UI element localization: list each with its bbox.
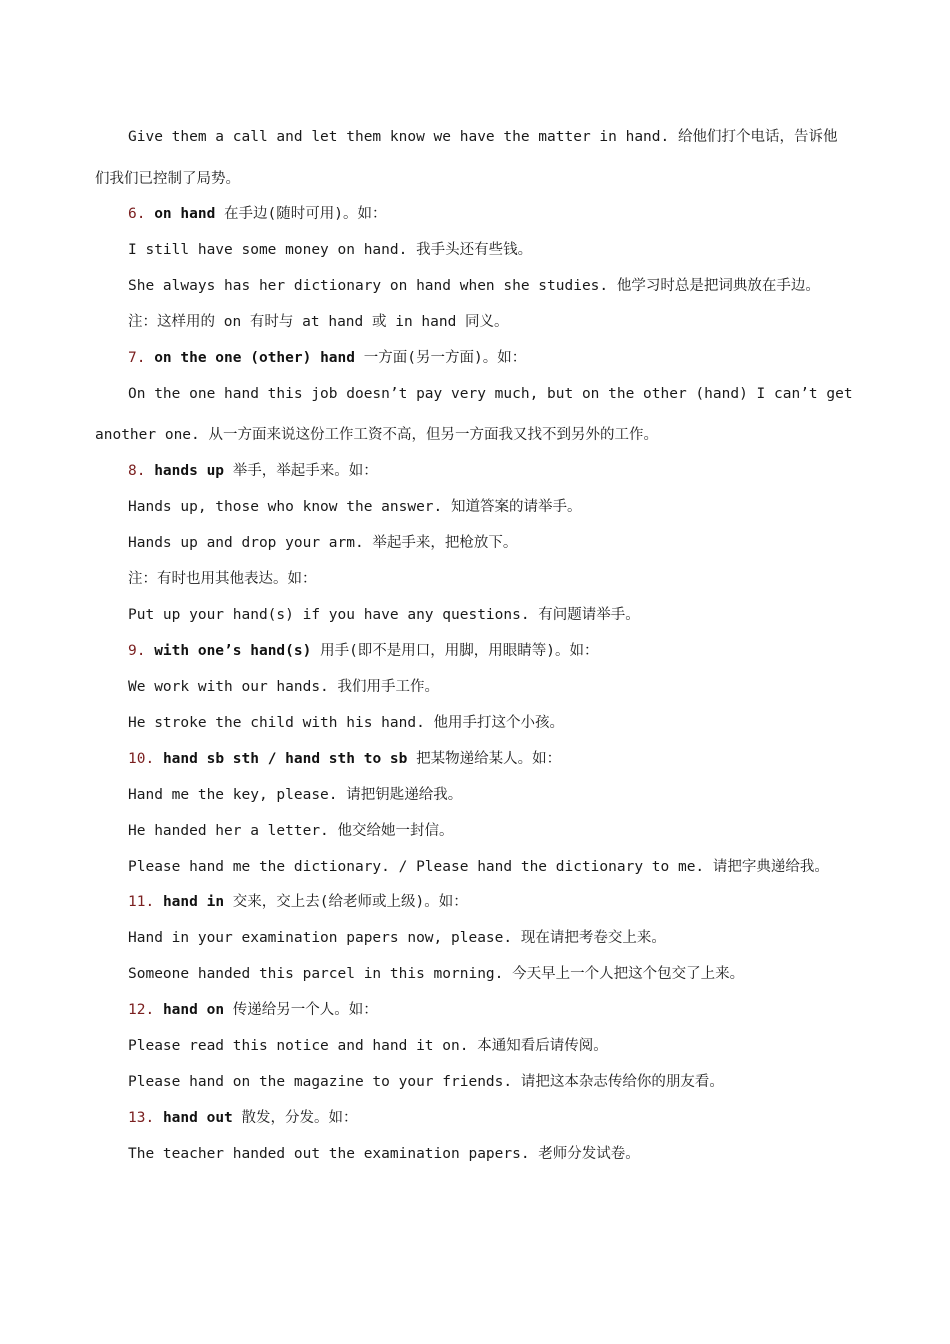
phrase-heading-13 [128, 1108, 358, 1128]
phrase-gloss: 在手边(随时可用)。如： [224, 206, 387, 222]
example-sentence: Hand me the key, please. 请把钥匙递给我。 [128, 787, 463, 803]
example-sentence: Please hand on the magazine to your friends. 请把这本杂志传给你的朋友看。 [128, 1074, 724, 1090]
phrase-gloss: 一方面(另一方面)。如： [363, 350, 527, 366]
item-number: 11. [128, 894, 155, 910]
item-number: 10. [128, 751, 155, 767]
example-sentence: Someone handed this parcel in this morning. 今天早上一个人把这个包交了上来。 [128, 966, 745, 982]
item-number: 9. [128, 643, 146, 659]
phrase-term: hands up [154, 463, 225, 479]
phrase-heading-9 [128, 641, 599, 661]
example-sentence: Hands up and drop your arm. 举起手来，把枪放下。 [128, 535, 518, 551]
item-number: 7. [128, 350, 146, 366]
phrase-gloss: 把某物递给某人。如： [416, 751, 562, 767]
phrase-term: on hand [154, 206, 216, 222]
example-sentence: The teacher handed out the examination papers. 老师分发试卷。 [128, 1146, 640, 1162]
example-sentence: Please read this notice and hand it on. 本通知看后请传阅。 [128, 1038, 608, 1054]
phrase-heading-12 [128, 1000, 378, 1020]
example-sentence: We work with our hands. 我们用手工作。 [128, 679, 440, 695]
example-sentence: I still have some money on hand. 我手头还有些钱。 [128, 242, 533, 258]
phrase-term: hand on [162, 1002, 225, 1018]
example-sentence: On the one hand this job doesn’t pay very much, but on the other (hand) I can’t get [128, 386, 853, 402]
item-number: 6. [128, 206, 146, 222]
item-number: 8. [128, 463, 146, 479]
example-sentence-continuation: 们我们已控制了局势。 [95, 171, 240, 187]
example-sentence: Hand in your examination papers now, please. 现在请把考卷交上来。 [128, 930, 666, 946]
phrase-term: on the one (other) hand [154, 350, 355, 366]
example-sentence: He handed her a letter. 他交给她一封信。 [128, 823, 454, 839]
phrase-gloss: 举手，举起手来。如： [232, 463, 378, 479]
item-number: 12. [128, 1002, 155, 1018]
phrase-gloss: 交来，交上去(给老师或上级)。如： [232, 894, 468, 910]
phrase-heading-7 [128, 348, 526, 368]
phrase-term: hand in [162, 894, 225, 910]
phrase-heading-6 [128, 204, 387, 224]
note-line: 注：有时也用其他表达。如： [128, 571, 317, 587]
phrase-gloss: 用手(即不是用口，用脚，用眼睛等)。如： [320, 643, 599, 659]
example-sentence-continuation: another one. 从一方面来说这份工作工资不高，但另一方面我又找不到另外的工作。 [95, 427, 658, 443]
example-sentence: He stroke the child with his hand. 他用手打这个小孩。 [128, 715, 565, 731]
example-sentence: Hands up, those who know the answer. 知道答案的请举手。 [128, 499, 582, 515]
example-sentence: She always has her dictionary on hand when she studies. 他学习时总是把词典放在手边。 [128, 278, 820, 294]
phrase-term: hand sb sth / hand sth to sb [162, 751, 408, 767]
example-sentence: Put up your hand(s) if you have any questions. 有问题请举手。 [128, 607, 640, 623]
phrase-gloss: 传递给另一个人。如： [232, 1002, 378, 1018]
phrase-term: hand out [162, 1110, 233, 1126]
item-number: 13. [128, 1110, 155, 1126]
phrase-heading-11 [128, 892, 468, 912]
phrase-term: with one’s hand(s) [154, 643, 312, 659]
phrase-gloss: 散发，分发。如： [241, 1110, 358, 1126]
example-sentence: Please hand me the dictionary. / Please hand the dictionary to me. 请把字典递给我。 [128, 859, 829, 875]
note-line: 注：这样用的 on 有时与 at hand 或 in hand 同义。 [128, 314, 509, 330]
phrase-heading-8 [128, 461, 378, 481]
phrase-heading-10 [128, 749, 561, 769]
example-sentence: Give them a call and let them know we have the matter in hand. 给他们打个电话，告诉他 [128, 129, 838, 145]
